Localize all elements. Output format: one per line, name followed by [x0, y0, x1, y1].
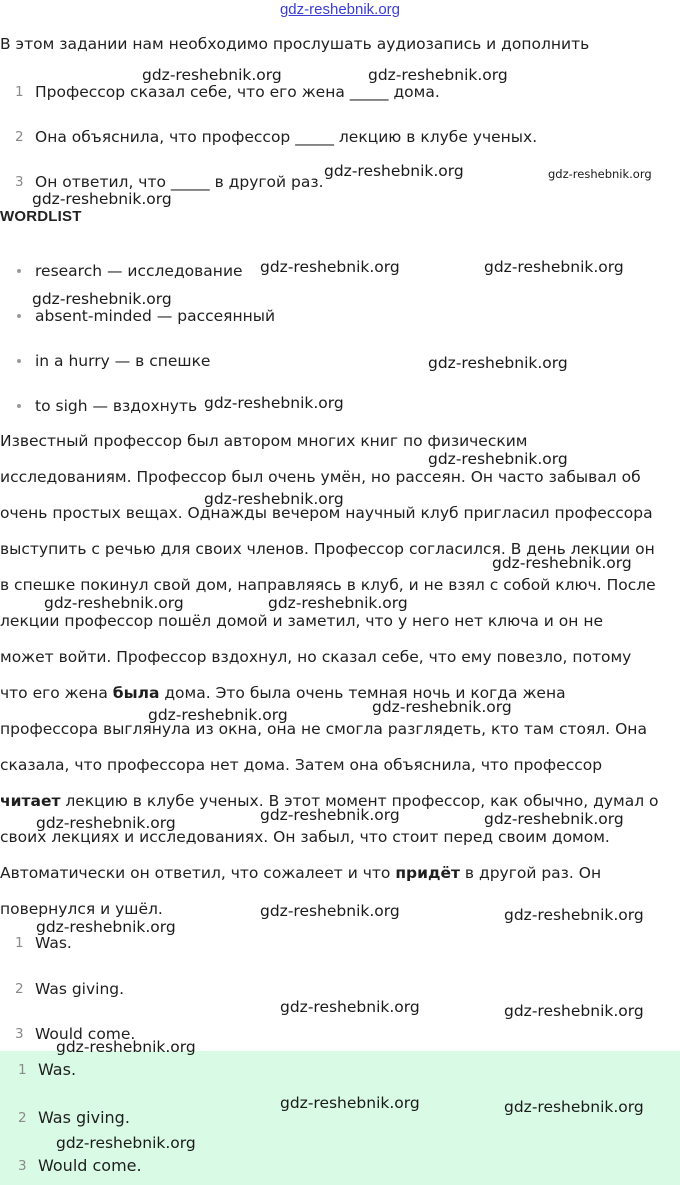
watermark: gdz-reshebnik.org — [36, 918, 176, 936]
watermark: gdz-reshebnik.org — [204, 394, 344, 412]
bullet-icon — [17, 359, 21, 363]
answer-number: 3 — [18, 1158, 27, 1174]
watermark: gdz-reshebnik.org — [260, 806, 400, 824]
watermark: gdz-reshebnik.org — [32, 290, 172, 308]
answer-number: 3 — [15, 1026, 24, 1042]
watermark: gdz-reshebnik.org — [324, 162, 464, 180]
watermark: gdz-reshebnik.org — [484, 810, 624, 828]
story-segment: лекции профессор пошёл домой и заметил, что у него нет ключа и он не — [0, 612, 604, 630]
story-line — [0, 608, 680, 644]
question-number: 1 — [15, 84, 24, 100]
story-segment: дома. Это была очень темная ночь и когда жена — [159, 684, 566, 702]
story-line — [0, 860, 680, 896]
answer-number: 2 — [18, 1110, 27, 1126]
wordlist-item-text: absent-minded — рассеянный — [35, 307, 276, 325]
answer-text: Was. — [35, 934, 72, 952]
story-segment: что его жена — [0, 684, 113, 702]
watermark: gdz-reshebnik.org — [142, 66, 282, 84]
story-segment: очень простых вещах. Однажды вечером научный клуб пригласил профессора — [0, 504, 653, 522]
story-answer-word: придёт — [395, 864, 460, 882]
watermark: gdz-reshebnik.org — [260, 258, 400, 276]
story-segment: лекцию в клубе ученых. В этот момент профессор, как обычно, думал о — [60, 792, 659, 810]
story-segment: Известный профессор был автором многих книг по физическим — [0, 432, 528, 450]
watermark: gdz-reshebnik.org — [368, 66, 508, 84]
story-segment: исследованиям. Профессор был очень умён, но рассеян. Он часто забывал об — [0, 468, 641, 486]
story-segment: может войти. Профессор вздохнул, но сказал себе, что ему повезло, потому — [0, 648, 632, 666]
story-answer-word: была — [112, 684, 160, 702]
question-text: Профессор сказал себе, что его жена _____ дома. — [35, 83, 440, 101]
bullet-icon — [17, 404, 21, 408]
watermark: gdz-reshebnik.org — [36, 814, 176, 832]
story-segment: повернулся и ушёл. — [0, 900, 163, 918]
watermark: gdz-reshebnik.org — [428, 354, 568, 372]
story-line — [0, 716, 680, 752]
watermark: gdz-reshebnik.org — [504, 1098, 644, 1116]
watermark: gdz-reshebnik.org — [484, 258, 624, 276]
answer-text: Would come. — [35, 1025, 136, 1043]
story-answer-word: читает — [0, 792, 61, 810]
watermark: gdz-reshebnik.org — [280, 998, 420, 1016]
watermark: gdz-reshebnik.org — [548, 167, 652, 181]
question-text: Она объяснила, что профессор _____ лекцию в клубе ученых. — [35, 128, 538, 146]
story-segment: сказала, что профессора нет дома. Затем она объяснила, что профессор — [0, 756, 603, 774]
wordlist-heading: WORDLIST — [0, 208, 82, 225]
answer-text: Would come. — [38, 1156, 142, 1175]
watermark: gdz-reshebnik.org — [148, 706, 288, 724]
story-line — [0, 644, 680, 680]
answer-text: Was. — [38, 1060, 77, 1079]
question-number: 3 — [15, 174, 24, 190]
story-line — [0, 428, 680, 464]
story-segment: Автоматически он ответил, что сожалеет и что — [0, 864, 396, 882]
question-text: Он ответил, что _____ в другой раз. — [35, 173, 324, 191]
watermark: gdz-reshebnik.org — [492, 554, 632, 572]
story-segment: профессора выглянула из окна, она не смогла разглядеть, кто там стоял. Она — [0, 720, 647, 738]
watermark: gdz-reshebnik.org — [56, 1134, 196, 1152]
answer-number: 1 — [15, 935, 24, 951]
watermark: gdz-reshebnik.org — [32, 190, 172, 208]
watermark: gdz-reshebnik.org — [280, 1094, 420, 1112]
story-segment: выступить с речью для своих членов. Профессор согласился. В день лекции он — [0, 540, 655, 558]
watermark: gdz-reshebnik.org — [204, 490, 344, 508]
answer-text: Was giving. — [35, 980, 125, 998]
bullet-icon — [17, 314, 21, 318]
watermark: gdz-reshebnik.org — [504, 1002, 644, 1020]
answer-text: Was giving. — [38, 1108, 130, 1127]
question-number: 2 — [15, 129, 24, 145]
story-segment: своих лекциях и исследованиях. Он забыл, что стоит перед своим домом. — [0, 828, 610, 846]
watermark: gdz-reshebnik.org — [56, 1038, 196, 1056]
story-segment: в другой раз. Он — [460, 864, 602, 882]
watermark: gdz-reshebnik.org — [428, 450, 568, 468]
wordlist-item-text: in a hurry — в спешке — [35, 352, 211, 370]
site-header-link[interactable]: gdz-reshebnik.org — [279, 1, 401, 18]
bullet-icon — [17, 269, 21, 273]
wordlist-item-text: research — исследование — [35, 262, 243, 280]
watermark: gdz-reshebnik.org — [504, 906, 644, 924]
watermark: gdz-reshebnik.org — [44, 594, 184, 612]
story-line — [0, 680, 680, 716]
answer-number: 1 — [18, 1062, 27, 1078]
watermark: gdz-reshebnik.org — [268, 594, 408, 612]
intro-text: В этом задании нам необходимо прослушать аудиозапись и дополнить — [0, 35, 590, 53]
answer-number: 2 — [15, 981, 24, 997]
story-segment: в спешке покинул свой дом, направляясь в клуб, и не взял с собой ключ. После — [0, 576, 656, 594]
watermark: gdz-reshebnik.org — [260, 902, 400, 920]
watermark: gdz-reshebnik.org — [372, 698, 512, 716]
story-line — [0, 752, 680, 788]
highlighted-answer-box — [0, 1051, 680, 1185]
wordlist-item-text: to sigh — вздохнуть — [35, 397, 198, 415]
